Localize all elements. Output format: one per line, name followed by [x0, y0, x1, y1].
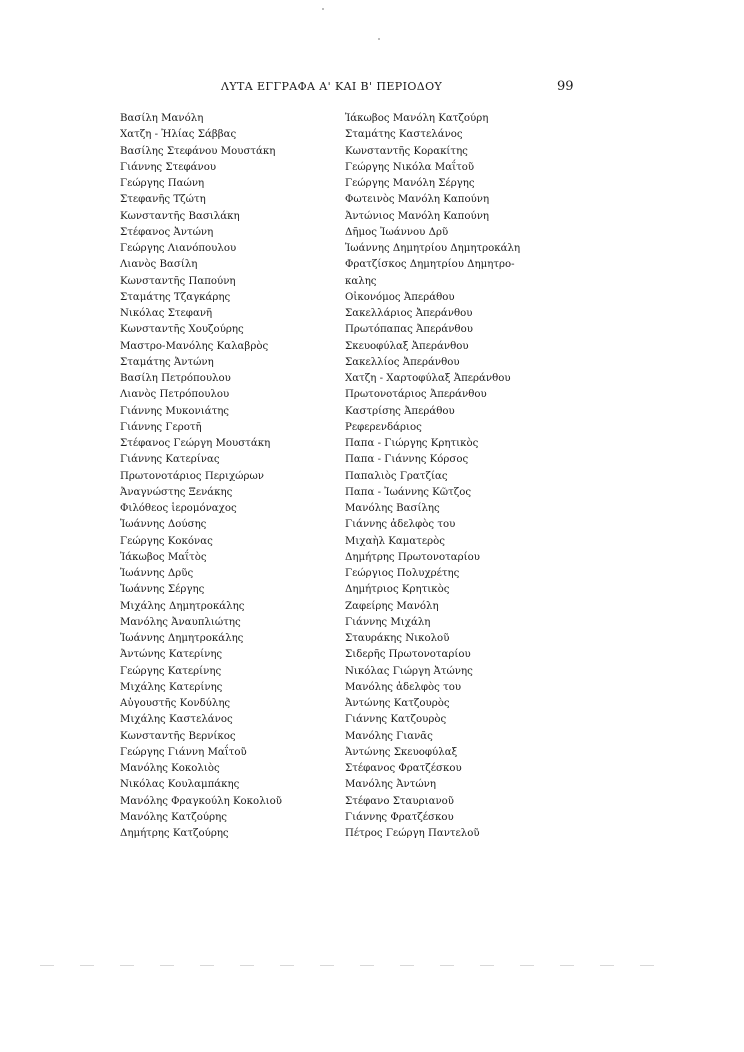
- right-column-entry: Ἀντώνης Σκευοφύλαξ: [345, 746, 458, 758]
- left-column-entry: Χατζη - Ἠλίας Σάββας: [120, 129, 237, 141]
- right-column-entry: Μανόλης Βασίλης: [345, 503, 440, 514]
- left-column-entry: Αὐγουστῆς Κονδύλης: [120, 698, 231, 709]
- left-column-entry: Γεώργης Λιανόπουλου: [120, 243, 237, 254]
- left-column-entry: Κωνσταντῆς Παπούνη: [120, 275, 236, 287]
- right-column-entry: Σιδερῆς Πρωτονοταρίου: [345, 649, 471, 661]
- left-column-entry: Γεώργης Παώνη: [120, 178, 205, 189]
- left-column-entry: Κωνσταντῆς Βερνίκος: [120, 730, 236, 742]
- left-column-entry: Γιάννης Κατερίνας: [120, 454, 220, 466]
- running-head: ΛΥΤΑ ΕΓΓΡΑΦΑ Α' ΚΑΙ Β' ΠΕΡΙΟΔΟΥ: [221, 80, 443, 93]
- scan-edge-trace: [40, 965, 670, 966]
- left-column-entry: Μιχάλης Κατερίνης: [120, 681, 223, 693]
- right-column-entry: Γιάννης Μιχάλη: [345, 616, 431, 628]
- left-column-entry: Ἀντώνης Κατερίνης: [120, 649, 223, 661]
- right-column-entry: Οἰκονόμος Ἀπεράθου: [345, 291, 455, 303]
- right-column-entry: Μανόλης Ἀντώνη: [345, 779, 436, 791]
- right-column-entry: Μιχαὴλ Καματερὸς: [345, 535, 446, 547]
- left-column-entry: Γεώργης Κοκόνας: [120, 535, 213, 547]
- right-column-entry: Ζαφείρης Μανόλη: [345, 600, 439, 612]
- left-column-entry: Γιάννης Μυκονιάτης: [120, 405, 230, 417]
- right-column-entry: Νικόλας Γιώργη Ἀτώνης: [345, 665, 473, 677]
- left-column-entry: Μανόλης Ἀναυπλιώτης: [120, 616, 241, 628]
- left-column-entry: Μανόλης Κατζούρης: [120, 811, 227, 823]
- left-column-entry: Φιλόθεος ἱερομόναχος: [120, 503, 237, 514]
- right-column-entry: Ἀντώνης Κατζουρὸς: [345, 698, 450, 709]
- right-column-entry: Μανόλης ἀδελφὸς του: [345, 681, 462, 693]
- left-column-entry: Νικόλας Κουλαμπάκης: [120, 779, 240, 791]
- right-column-entry: Ρεφερενδάριος: [345, 421, 422, 433]
- left-column-entry: Μιχάλης Δημητροκάλης: [120, 600, 245, 612]
- left-column-entry: Δημήτρης Κατζούρης: [120, 828, 229, 839]
- right-column-entry: Σακελλάριος Ἀπεράνθου: [345, 308, 473, 319]
- left-column-entry: Ἀναγνώστης Ξενάκης: [120, 486, 233, 498]
- right-column-entry: Γιάννης Φρατζέσκου: [345, 811, 454, 823]
- right-column-entry: Παπα - Ἰωάννης Κῶτζος: [345, 486, 472, 498]
- name-list-left-column: [120, 111, 282, 842]
- left-column-entry: Ἰάκωβος Μαΐτὸς: [120, 551, 207, 563]
- left-column-entry: Βασίλης Στεφάνου Μουστάκη: [120, 145, 276, 157]
- right-column-entry: Σταυράκης Νικολοῦ: [345, 633, 450, 644]
- right-column-entry: Πέτρος Γεώργη Παντελοῦ: [345, 828, 480, 839]
- right-column-entry: Δημήτριος Κρητικὸς: [345, 584, 450, 596]
- left-column-entry: Γιάννης Στεφάνου: [120, 161, 217, 173]
- left-column-entry: Κωνσταντῆς Βασιλάκη: [120, 210, 240, 222]
- left-column-entry: Λιανὸς Βασίλη: [120, 259, 198, 271]
- right-column-entry: Γεώργιος Πολυχρέτης: [345, 568, 460, 579]
- left-column-entry: Γεώργης Γιάννη Μαΐτοῦ: [120, 746, 247, 758]
- scan-speck: [322, 8, 324, 10]
- scan-speck: [378, 38, 380, 40]
- left-column-entry: Γιάννης Γεροτῆ: [120, 421, 202, 433]
- left-column-entry: Σταμάτης Ἀντώνη: [120, 356, 214, 368]
- right-column-entry: Παπα - Γιάννης Κόρσος: [345, 454, 469, 466]
- right-column-entry: Χατζη - Χαρτοφύλαξ Ἀπεράνθου: [345, 373, 511, 384]
- right-column-entry: καλης: [345, 275, 377, 287]
- left-column-entry: Ἰωάννης Σέργης: [120, 584, 205, 596]
- right-column-entry: Σκευοφύλαξ Ἀπεράνθου: [345, 340, 469, 352]
- page-number: 99: [557, 79, 574, 94]
- right-column-entry: Πρωτόπαπας Ἀπεράνθου: [345, 324, 473, 336]
- left-column-entry: Βασίλη Πετρόπουλου: [120, 373, 231, 384]
- left-column-entry: Ἰωάννης Δούσης: [120, 519, 207, 531]
- right-column-entry: Γιάννης ἀδελφὸς του: [345, 519, 456, 531]
- left-column-entry: Ἰωάννης Δρῦς: [120, 568, 194, 579]
- right-column-entry: Σταμάτης Καστελάνος: [345, 129, 463, 141]
- left-column-entry: Λιανὸς Πετρόπουλου: [120, 389, 230, 401]
- right-column-entry: Γεώργης Νικόλα Μαΐτοῦ: [345, 161, 475, 173]
- right-column-entry: Δῆμος Ἰωάννου Δρῦ: [345, 226, 449, 238]
- left-column-entry: Ἰωάννης Δημητροκάλης: [120, 633, 244, 644]
- right-column-entry: Φωτεινὸς Μανόλη Καπούνη: [345, 194, 490, 206]
- right-column-entry: Ἰάκωβος Μανόλη Κατζούρη: [345, 113, 489, 124]
- right-column-entry: Γεώργης Μανόλη Σέργης: [345, 178, 475, 189]
- left-column-entry: Μιχάλης Καστελάνος: [120, 714, 233, 726]
- left-column-entry: Σταμάτης Τζαγκάρης: [120, 291, 231, 303]
- right-column-entry: Γιάννης Κατζουρὸς: [345, 714, 447, 726]
- right-column-entry: Παπα - Γιώργης Κρητικὸς: [345, 438, 479, 449]
- left-column-entry: Μανόλης Κοκολιὸς: [120, 763, 220, 774]
- right-column-entry: Ἀντώνιος Μανόλη Καπούνη: [345, 210, 490, 222]
- right-column-entry: Στέφανος Φρατζέσκου: [345, 763, 462, 774]
- right-column-entry: Πρωτονοτάριος Ἀπεράνθου: [345, 389, 487, 401]
- name-list-right-column: [345, 111, 520, 842]
- left-column-entry: Στέφανος Γεώργη Μουστάκη: [120, 438, 271, 449]
- left-column-entry: Στεφανῆς Τζώτη: [120, 194, 206, 206]
- right-column-entry: Κωνσταντῆς Κορακίτης: [345, 145, 468, 157]
- left-column-entry: Πρωτονοτάριος Περιχώρων: [120, 470, 264, 482]
- left-column-entry: Βασίλη Μανόλη: [120, 113, 204, 124]
- left-column-entry: Κωνσταντῆς Χουζούρης: [120, 324, 244, 336]
- right-column-entry: Σακελλίος Ἀπεράνθου: [345, 356, 460, 368]
- right-column-entry: Φρατζίσκος Δημητρίου Δημητρο-: [345, 259, 515, 271]
- right-column-entry: Ἰωάννης Δημητρίου Δημητροκάλη: [345, 243, 521, 254]
- left-column-entry: Γεώργης Κατερίνης: [120, 665, 222, 677]
- right-column-entry: Μανόλης Γιανᾶς: [345, 730, 433, 742]
- left-column-entry: Μανόλης Φραγκούλη Κοκολιοῦ: [120, 795, 282, 807]
- right-column-entry: Δημήτρης Πρωτονοταρίου: [345, 551, 480, 563]
- left-column-entry: Στέφανος Ἀντώνη: [120, 226, 214, 238]
- right-column-entry: Καστρίσης Ἀπεράθου: [345, 405, 455, 417]
- right-column-entry: Στέφανο Σταυριανοῦ: [345, 795, 454, 807]
- left-column-entry: Μαστρο-Μανόλης Καλαβρὸς: [120, 340, 269, 352]
- right-column-entry: Παπαλιὸς Γρατζίας: [345, 470, 448, 482]
- left-column-entry: Νικόλας Στεφανῆ: [120, 308, 213, 319]
